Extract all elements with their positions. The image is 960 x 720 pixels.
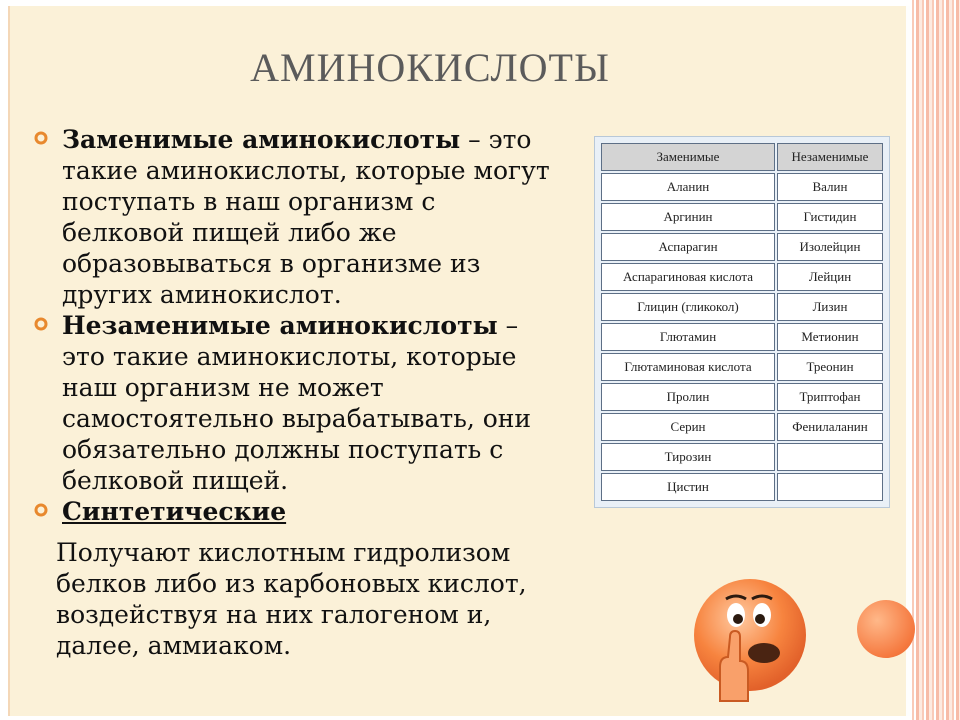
table-header-row: [601, 143, 883, 171]
table-row: [601, 293, 883, 321]
table-cell: Валин: [777, 173, 883, 201]
table-row: [601, 263, 883, 291]
ring-bullet-icon: [34, 503, 48, 517]
table-cell: Треонин: [777, 353, 883, 381]
bullet-term: Синтетические: [62, 497, 287, 526]
slide-content: [34, 124, 564, 661]
orange-ball-icon: [857, 600, 915, 658]
table-cell: Аргинин: [601, 203, 775, 231]
table-row: [601, 473, 883, 501]
bullet-text: – это такие аминокислоты, которые могут поступать в наш организм с белковой пищей либо же образовываться в организме из других аминокислот.: [62, 125, 550, 309]
table-cell: Серин: [601, 413, 775, 441]
table-cell: Тирозин: [601, 443, 775, 471]
shushing-smiley-icon: [690, 575, 810, 709]
table-cell: Гистидин: [777, 203, 883, 231]
table-row: [601, 413, 883, 441]
header-replaceable: Заменимые: [601, 143, 775, 171]
slide-title: АМИНОКИСЛОТЫ: [250, 45, 610, 90]
table-cell: Лейцин: [777, 263, 883, 291]
table-row: [601, 203, 883, 231]
table-row: [601, 443, 883, 471]
table-cell: Глютамин: [601, 323, 775, 351]
bullet-synthetic: [34, 496, 564, 527]
bullet-essential: [34, 310, 564, 496]
table-row: [601, 323, 883, 351]
synthetic-paragraph: Получают кислотным гидролизом белков либо из карбоновых кислот, воздействуя на них галогеном и, далее, аммиаком.: [56, 538, 527, 660]
table-cell: Фенилаланин: [777, 413, 883, 441]
ring-bullet-icon: [34, 317, 48, 331]
table-cell: Аспарагиновая кислота: [601, 263, 775, 291]
table-row: [601, 383, 883, 411]
table-cell: Аспарагин: [601, 233, 775, 261]
amino-table-container: [594, 136, 890, 508]
amino-acids-table: [599, 141, 885, 503]
table-row: [601, 233, 883, 261]
table-cell: Глицин (гликокол): [601, 293, 775, 321]
header-essential: Незаменимые: [777, 143, 883, 171]
table-cell: [777, 443, 883, 471]
table-row: [601, 173, 883, 201]
ring-bullet-icon: [34, 131, 48, 145]
table-cell: Цистин: [601, 473, 775, 501]
bullet-term: Заменимые аминокислоты: [62, 125, 461, 154]
table-cell: Изолейцин: [777, 233, 883, 261]
table-cell: Триптофан: [777, 383, 883, 411]
decorative-stripes: [906, 0, 960, 720]
table-cell: Аланин: [601, 173, 775, 201]
table-cell: Лизин: [777, 293, 883, 321]
table-cell: Метионин: [777, 323, 883, 351]
table-cell: Глютаминовая кислота: [601, 353, 775, 381]
bullet-replaceable: [34, 124, 564, 310]
bullet-term: Незаменимые аминокислоты: [62, 311, 498, 340]
table-cell: Пролин: [601, 383, 775, 411]
bullet-text: – это такие аминокислоты, которые наш организм не может самостоятельно вырабатывать, они обязательно должны поступать с белковой пищей.: [62, 311, 532, 495]
table-row: [601, 353, 883, 381]
table-cell: [777, 473, 883, 501]
